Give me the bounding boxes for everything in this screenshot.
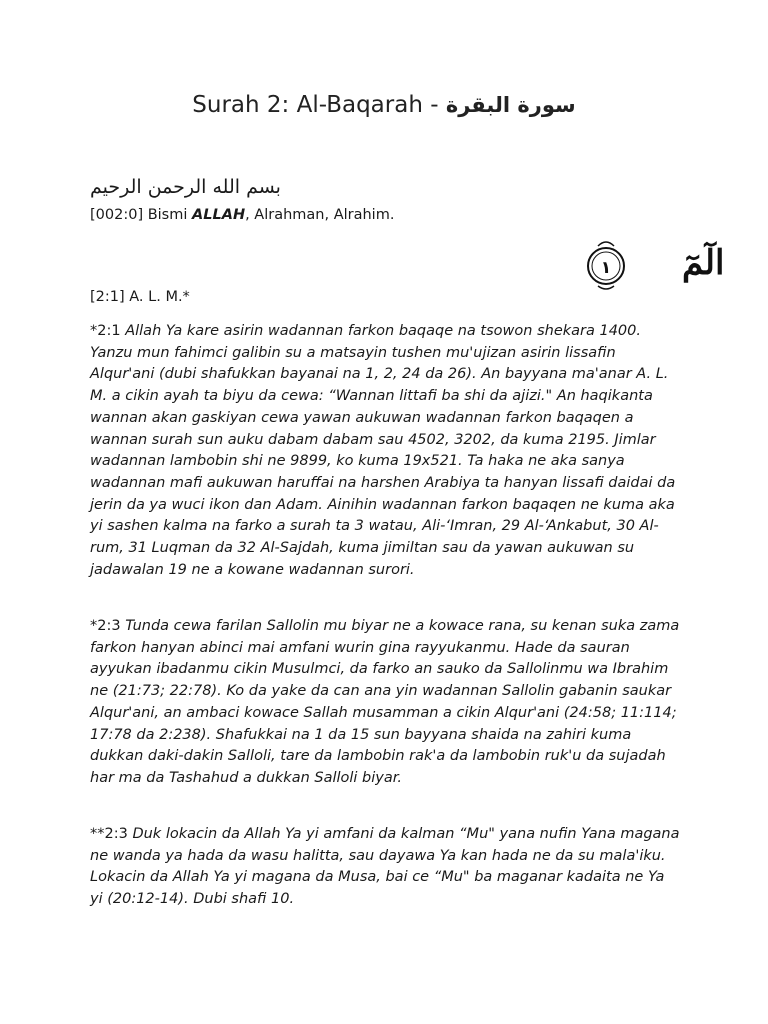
footnote-2-3-double [90, 824, 680, 911]
verse-0-allah: ALLAH [192, 207, 246, 223]
ayah-number: ١ [600, 258, 612, 278]
footnote-marker: *2:1 [90, 323, 126, 339]
verse-0-rest: , Alrahman, Alrahim. [245, 207, 395, 223]
title-latin: Surah 2: Al-Baqarah - [192, 92, 439, 118]
footnote-2-1 [90, 321, 680, 581]
ayah-number-medallion-icon [588, 242, 624, 289]
footnote-marker: **2:3 [90, 826, 133, 842]
verse-0 [90, 205, 394, 227]
verse-1: [2:1] A. L. M.* [90, 289, 190, 305]
footnote-marker: *2:3 [90, 618, 126, 634]
footnote-2-3 [90, 616, 680, 790]
footnote-text: Duk lokacin da Allah Ya yi amfani da kalman “Mu" yana nufin Yana magana ne wanda ya hada da wasu halitta, sau dayawa Ya kan hada ne da su mala'iku. Lokacin da Allah Ya yi magana da Musa, bai ce “Mu" ba maganar kadaita ne Ya yi (20:12-14). Dubi shafi 10. [90, 826, 680, 908]
verse-0-ref: [002:0] Bismi [90, 207, 193, 223]
footnote-text: Tunda cewa farilan Sallolin mu biyar ne a kowace rana, su kenan suka zama farkon hanyan abinci mai amfani wurin gina rayyukanmu. Hade da sauran ayyukan ibadanmu cikin Musulmci, da farko an sauko da Sallolinmu wa Ibrahim ne (21:73; 22:78). Ko da yake da can ana yin wadannan Sallolin gabanin saukar Alqur'ani, an ambaci kowace Sallah musamman a cikin Alqur'ani (24:58; 11:114; 17:78 da 2:238). Shafukkai na 1 da 15 sun bayyana shaida na zahiri kuma dukkan daki-dakin Salloli, tare da lambobin rak'a da lambobin ruk'u da sujadah har ma da Tashahud a dukkan Salloli biyar. [90, 618, 680, 786]
basmala-arabic: بسم الله الرحمن الرحيم [90, 176, 281, 198]
surah-title [0, 92, 768, 118]
alif-lam-mim-text: الٓمٓ [682, 243, 725, 283]
title-arabic: سورة البقرة [445, 93, 576, 117]
alif-lam-mim-glyph [578, 232, 725, 292]
footnote-text: Allah Ya kare asirin wadannan farkon baqaqe na tsowon shekara 1400. Yanzu mun fahimci galibin su a matsayin tushen mu'ujizan asirin lissafin Alqur'ani (dubi shafukkan bayanai na 1, 2, 24 da 26). An bayyana ma'anar A. L. M. a cikin ayah ta biyu da cewa: “Wannan littafi ba shi da ajizi." An haqikanta wannan akan gaskiyan cewa yawan aukuwan wadannan farkon baqaqen a wannan surah sun auku dabam dabam sau 4502, 3202, da kuma 2195. Jimlar wadannan lambobin shi ne 9899, ko kuma 19x521. Ta haka ne aka sanya wadannan mafi aukuwan haruffai na harshen Arabiya ta hanyan lissafi daidai da jerin da ya wuci ikon dan Adam. Ainihin wadannan farkon baqaqen ne kuma aka yi sashen kalma na farko a surah ta 3 watau, Ali-‘Imran, 29 Al-‘Ankabut, 30 Al-rum, 31 Luqman da 32 Al-Sajdah, kuma jimiltan sau da yawan aukuwan su jadawalan 19 ne a kowane wadannan surori. [90, 323, 676, 578]
